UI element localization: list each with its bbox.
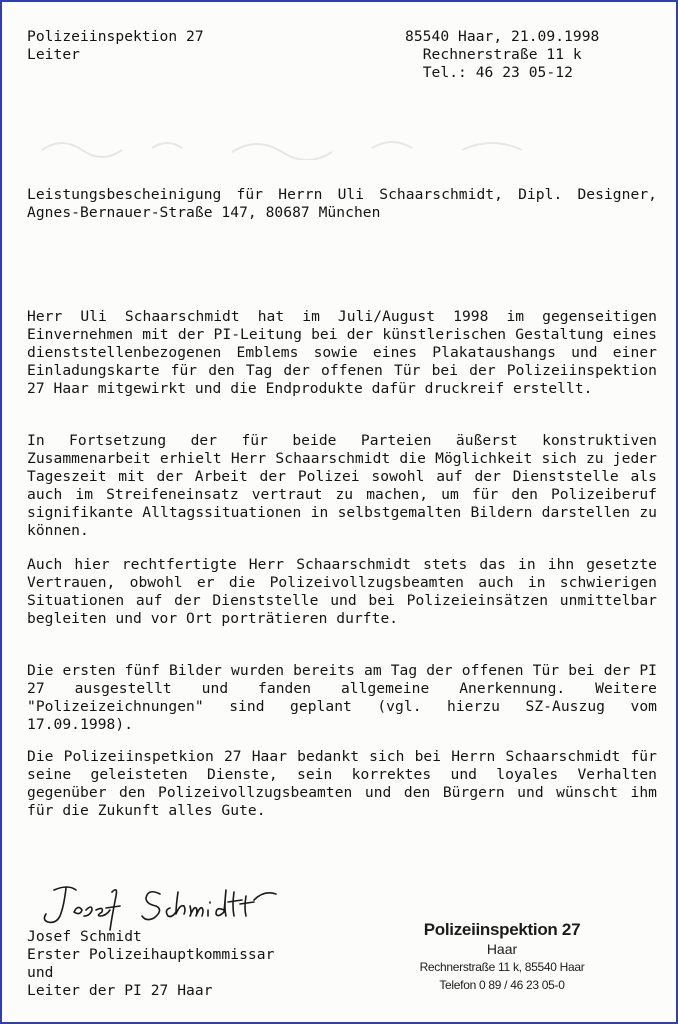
sender-role: Leiter — [27, 46, 81, 63]
handwritten-signature — [40, 880, 280, 932]
paragraph-2-text: In Fortsetzung der für beide Parteien äußerst konstruktiven Zusammenarbeit erhielt Herr Schaarschmidt die Möglichkeit sich zu jeder Tageszeit mit der Arbeit der Polizei sowohl auf der Dienststelle als auch im Streifeneinsatz vertraut zu machen, um für den Polizeiberuf signifikante Alltagssituationen in selbstgemalten Bildern darstellen zu können. — [27, 432, 657, 539]
stamp-title: Polizeiinspektion 27 — [423, 920, 581, 939]
phone-number: Tel.: 46 23 05-12 — [422, 64, 573, 81]
place-date-block — [405, 28, 599, 82]
sender-name: Polizeiinspektion 27 — [27, 28, 204, 45]
street-address: Rechnerstraße 11 k — [422, 46, 582, 63]
official-stamp — [402, 920, 602, 994]
paragraph-5 — [27, 748, 657, 820]
paragraph-3 — [27, 556, 657, 628]
signer-name: Josef Schmidt — [27, 928, 142, 945]
paragraph-1-text: Herr Uli Schaarschmidt hat im Juli/August 1998 im gegenseitigen Einvernehmen mit der PI-Leitung bei der künstlerischen Gestaltung eines dienststellenbezogenen Emblems sowie eines Plakataushangs und einer Einladungskarte für den Tag der offenen Tür bei der Polizeiinspektion 27 Haar mitgewirkt und die Endprodukte dafür druckreif erstellt. — [27, 308, 657, 397]
paragraph-4-text: Die ersten fünf Bilder wurden bereits am Tag der offenen Tür bei der PI 27 ausgestellt und fanden allgemeine Anerkennung. Weitere "Polizeizeichnungen" sind geplant (vgl. hierzu SZ-Auszug vom 17.09.1998). — [27, 662, 657, 733]
ghost-impression — [32, 130, 592, 160]
signature-block — [27, 928, 274, 1000]
stamp-city: Haar — [486, 941, 518, 957]
stamp-phone: Telefon 0 89 / 46 23 05-0 — [439, 978, 565, 992]
sender-block — [27, 28, 204, 64]
place-date: 85540 Haar, 21.09.1998 — [405, 28, 600, 45]
paragraph-3-text: Auch hier rechtfertigte Herr Schaarschmidt stets das in ihn gesetzte Vertrauen, obwohl er die Polizeivollzugsbeamten auch in schwierigen Situationen auf der Dienststelle und bei Polizeieinsätzen unmittelbar begleiten und vor Ort porträtieren durfte. — [27, 556, 657, 627]
paragraph-4 — [27, 662, 657, 734]
signer-title: Erster Polizeihauptkommissar — [27, 946, 275, 963]
paragraph-5-text: Die Polizeiinspetkion 27 Haar bedankt sich bei Herrn Schaarschmidt für seine geleisteten Dienste, sein korrektes und loyales Verhalten gegenüber den Polizeivollzugsbeamten und den Bürgern und wünscht ihm für die Zukunft alles Gute. — [27, 748, 657, 819]
stamp-address: Rechnerstraße 11 k, 85540 Haar — [419, 960, 585, 974]
subject-line: Leistungsbescheinigung für Herrn Uli Schaarschmidt, Dipl. Designer, Agnes-Bernauer-Straße 147, 80687 München — [27, 186, 657, 221]
signer-conjunction: und — [27, 964, 54, 981]
paragraph-2 — [27, 432, 657, 540]
signer-role: Leiter der PI 27 Haar — [27, 982, 213, 999]
paragraph-1 — [27, 308, 657, 398]
